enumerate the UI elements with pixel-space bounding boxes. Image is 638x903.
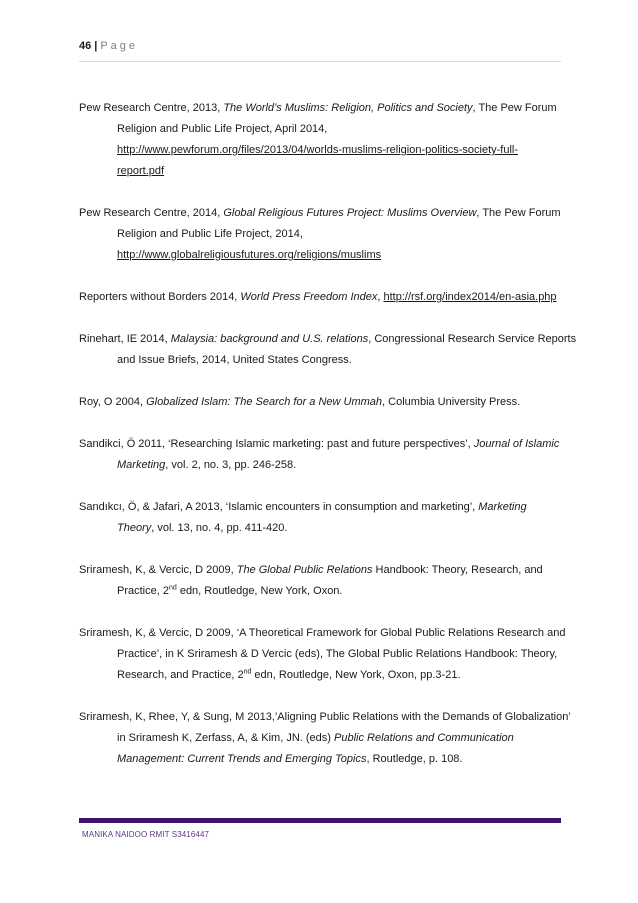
reference-entry: Pew Research Centre, 2013, The World’s Muslims: Religion, Politics and Society, The Pew Forum Religion and Public Life Project, April 2014, http://www.pewforum.org/files/2013/04/worlds-muslims-religion-politics-society-full- report.pdf — [79, 102, 557, 177]
reference-entry: Reporters without Borders 2014, World Press Freedom Index, http://rsf.org/index2014/en-asia.php — [79, 291, 557, 303]
reference-entry: Sriramesh, K, & Vercic, D 2009, The Global Public Relations Handbook: Theory, Research, and Practice, 2nd edn, Routledge, New York, Oxon. — [79, 564, 543, 597]
header-separator: | — [94, 40, 98, 52]
reference-link[interactable]: http://www.globalreligiousfutures.org/religions/muslims — [117, 249, 382, 261]
reference-link[interactable]: http://rsf.org/index2014/en-asia.php — [383, 291, 557, 303]
reference-link[interactable]: http://www.pewforum.org/files/2013/04/worlds-muslims-religion-politics-society-full- — [117, 144, 519, 156]
page-header — [79, 40, 561, 62]
reference-entry: Sandıkcı, Ö, & Jafari, A 2013, ‘Islamic encounters in consumption and marketing’, Marketing Theory, vol. 13, no. 4, pp. 411-420. — [79, 501, 527, 534]
reference-list — [79, 98, 577, 791]
page-label: Page — [100, 40, 139, 52]
footer-rule — [79, 818, 561, 823]
reference-entry: Sriramesh, K, Rhee, Y, & Sung, M 2013,’Aligning Public Relations with the Demands of Globalization’ in Sriramesh K, Zerfass, A, & Kim, JN. (eds) Public Relations and Communication Management: Current Trends and Emerging Topics, Routledge, p. 108. — [79, 711, 571, 765]
reference-link[interactable]: report.pdf — [117, 165, 165, 177]
page-number: 46 — [79, 40, 92, 52]
reference-entry: Sandikci, Ö 2011, ‘Researching Islamic marketing: past and future perspectives’, Journal of Islamic Marketing, vol. 2, no. 3, pp. 246-258. — [79, 438, 560, 471]
reference-entry: Roy, O 2004, Globalized Islam: The Search for a New Ummah, Columbia University Press. — [79, 396, 521, 408]
footer-text: MANIKA NAIDOO RMIT S3416447 — [82, 830, 210, 839]
reference-entry: Sriramesh, K, & Vercic, D 2009, ‘A Theoretical Framework for Global Public Relations Research and Practice’, in K Sriramesh & D Vercic (eds), The Global Public Relations Handbook: Theory, Research, and Practice, 2nd edn, Routledge, New York, Oxon, pp.3-21. — [79, 627, 566, 681]
reference-entry: Pew Research Centre, 2014, Global Religious Futures Project: Muslims Overview, The Pew Forum Religion and Public Life Project, 2014, http://www.globalreligiousfutures.org/religions/muslims — [79, 207, 561, 261]
reference-entry: Rinehart, IE 2014, Malaysia: background and U.S. relations, Congressional Research Service Reports and Issue Briefs, 2014, United States Congress. — [79, 333, 577, 366]
